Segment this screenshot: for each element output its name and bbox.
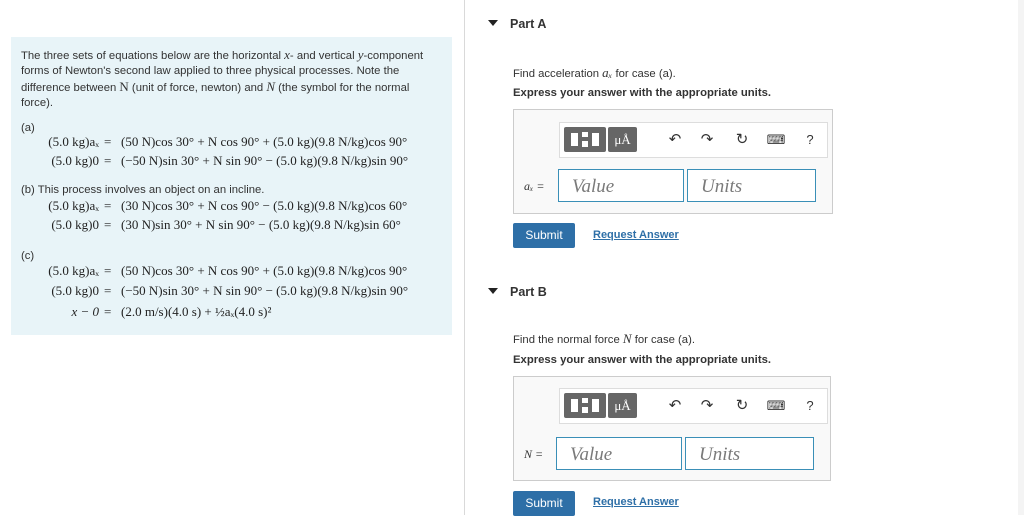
part-b-var-label-text: N = bbox=[524, 447, 544, 461]
case-a-eq2-equals: = bbox=[104, 153, 112, 168]
part-b-toolbar bbox=[559, 388, 828, 424]
collapse-triangle-icon bbox=[488, 288, 498, 294]
case-c-eq3-lhs: x − 0 bbox=[71, 304, 99, 319]
case-c-eq1 bbox=[11, 263, 452, 279]
help-button[interactable]: ? bbox=[806, 398, 814, 413]
case-b-eq2-lhs: (5.0 kg)0 bbox=[51, 217, 99, 232]
part-b-question-post: for case (a). bbox=[631, 334, 695, 346]
undo-icon[interactable]: ↶ bbox=[668, 397, 682, 414]
case-a-eq1-rhs: (50 N)cos 30° + N cos 90° + (5.0 kg)(9.8 N/kg)cos 90° bbox=[121, 134, 408, 149]
keyboard-icon[interactable]: ⌨ bbox=[766, 398, 786, 413]
keyboard-icon[interactable]: ⌨ bbox=[766, 132, 786, 147]
case-c-eq2-lhs: (5.0 kg)0 bbox=[51, 283, 99, 298]
part-a-submit-button[interactable]: Submit bbox=[513, 223, 575, 248]
case-a-eq1-equals: = bbox=[104, 134, 112, 149]
part-a-units-input[interactable]: Units bbox=[687, 169, 816, 202]
part-b-instruction: Express your answer with the appropriate units. bbox=[513, 354, 772, 366]
redo-icon[interactable]: ↷ bbox=[700, 131, 714, 148]
intro-text-4: (unit of force, newton) and bbox=[128, 82, 267, 94]
units-symbols-button[interactable]: μÅ bbox=[608, 127, 637, 152]
part-a-question-var: aₓ bbox=[602, 65, 613, 80]
case-c-eq2 bbox=[11, 283, 452, 299]
intro-text-5: (the symbol for the normal force). bbox=[21, 82, 410, 109]
intro-var-y: y bbox=[357, 47, 364, 62]
redo-icon[interactable]: ↷ bbox=[700, 397, 714, 414]
case-b-eq1-rhs: (30 N)cos 30° + N cos 90° − (5.0 kg)(9.8 N/kg)cos 60° bbox=[121, 198, 408, 213]
part-b-toggle[interactable] bbox=[488, 285, 547, 299]
problem-panel bbox=[11, 37, 452, 335]
part-a-var-label-text: aₓ = bbox=[524, 179, 545, 193]
reset-icon[interactable]: ↻ bbox=[735, 397, 749, 414]
part-a-question-pre: Find acceleration bbox=[513, 68, 603, 80]
part-a-answer-box bbox=[513, 109, 833, 214]
part-b-units-input[interactable]: Units bbox=[685, 437, 814, 470]
reset-icon[interactable]: ↻ bbox=[735, 131, 749, 148]
problem-intro bbox=[21, 47, 441, 111]
case-a-eq2-rhs: (−50 N)sin 30° + N sin 90° − (5.0 kg)(9.8 N/kg)sin 90° bbox=[121, 153, 409, 168]
case-c-eq3-rhs: (2.0 m/s)(4.0 s) + ½aₓ(4.0 s)² bbox=[121, 304, 272, 319]
case-b-label: (b) This process involves an object on an incline. bbox=[21, 184, 265, 196]
case-c-eq1-lhs: (5.0 kg)aₓ bbox=[48, 263, 99, 278]
case-b-eq1-equals: = bbox=[104, 198, 112, 213]
part-a-title: Part A bbox=[510, 17, 547, 31]
collapse-triangle-icon bbox=[488, 20, 498, 26]
intro-text-3: -component forms of Newton's second law applied to three physical processes. Note the difference between bbox=[21, 50, 424, 94]
part-b-answer-box bbox=[513, 376, 831, 481]
help-button[interactable]: ? bbox=[806, 132, 814, 147]
part-b-question bbox=[513, 331, 695, 347]
part-a-instruction: Express your answer with the appropriate units. bbox=[513, 87, 772, 99]
case-c-eq3-equals: = bbox=[104, 304, 112, 319]
part-a-request-answer-link[interactable]: Request Answer bbox=[593, 229, 679, 241]
case-b-eq2-rhs: (30 N)sin 30° + N sin 90° − (5.0 kg)(9.8 N/kg)sin 60° bbox=[121, 217, 401, 232]
part-b-question-pre: Find the normal force bbox=[513, 334, 623, 346]
intro-text-1: The three sets of equations below are the horizontal bbox=[21, 50, 285, 62]
part-b-request-answer-link[interactable]: Request Answer bbox=[593, 496, 679, 508]
units-symbols-button[interactable]: μÅ bbox=[608, 393, 637, 418]
part-a-question-post: for case (a). bbox=[612, 68, 676, 80]
panel-divider bbox=[464, 0, 465, 515]
part-a-toolbar bbox=[559, 122, 828, 158]
case-a-label: (a) bbox=[21, 122, 35, 134]
case-b-eq1 bbox=[11, 198, 452, 214]
intro-var-n: N bbox=[266, 79, 275, 94]
case-c-eq1-equals: = bbox=[104, 263, 112, 278]
case-a-eq1-lhs: (5.0 kg)aₓ bbox=[48, 134, 99, 149]
part-a-var-label bbox=[524, 179, 545, 194]
case-a-eq2 bbox=[11, 153, 452, 169]
templates-icon[interactable] bbox=[564, 393, 606, 418]
case-a-eq1 bbox=[11, 134, 452, 150]
case-b-eq1-lhs: (5.0 kg)aₓ bbox=[48, 198, 99, 213]
intro-text-2: - and vertical bbox=[289, 50, 358, 62]
case-b-eq2 bbox=[11, 217, 452, 233]
case-c-eq2-rhs: (−50 N)sin 30° + N sin 90° − (5.0 kg)(9.8 N/kg)sin 90° bbox=[121, 283, 409, 298]
case-c-eq3 bbox=[11, 304, 452, 322]
part-b-question-var: N bbox=[622, 331, 632, 346]
templates-icon[interactable] bbox=[564, 127, 606, 152]
intro-var-x: x bbox=[284, 47, 290, 62]
case-a-eq2-lhs: (5.0 kg)0 bbox=[51, 153, 99, 168]
part-b-submit-button[interactable]: Submit bbox=[513, 491, 575, 516]
part-b-var-label bbox=[524, 447, 543, 462]
part-b-value-input[interactable]: Value bbox=[556, 437, 682, 470]
part-a-toggle[interactable] bbox=[488, 17, 546, 31]
case-c-eq1-rhs: (50 N)cos 30° + N cos 90° + (5.0 kg)(9.8 N/kg)cos 90° bbox=[121, 263, 408, 278]
part-a-value-input[interactable]: Value bbox=[558, 169, 684, 202]
intro-unit-n: N bbox=[119, 79, 129, 94]
part-b-title: Part B bbox=[510, 285, 547, 299]
scrollbar-track[interactable] bbox=[1018, 0, 1024, 515]
part-a-question bbox=[513, 65, 676, 81]
case-c-label: (c) bbox=[21, 250, 35, 262]
case-c-eq2-equals: = bbox=[104, 283, 112, 298]
undo-icon[interactable]: ↶ bbox=[668, 131, 682, 148]
case-b-eq2-equals: = bbox=[104, 217, 112, 232]
